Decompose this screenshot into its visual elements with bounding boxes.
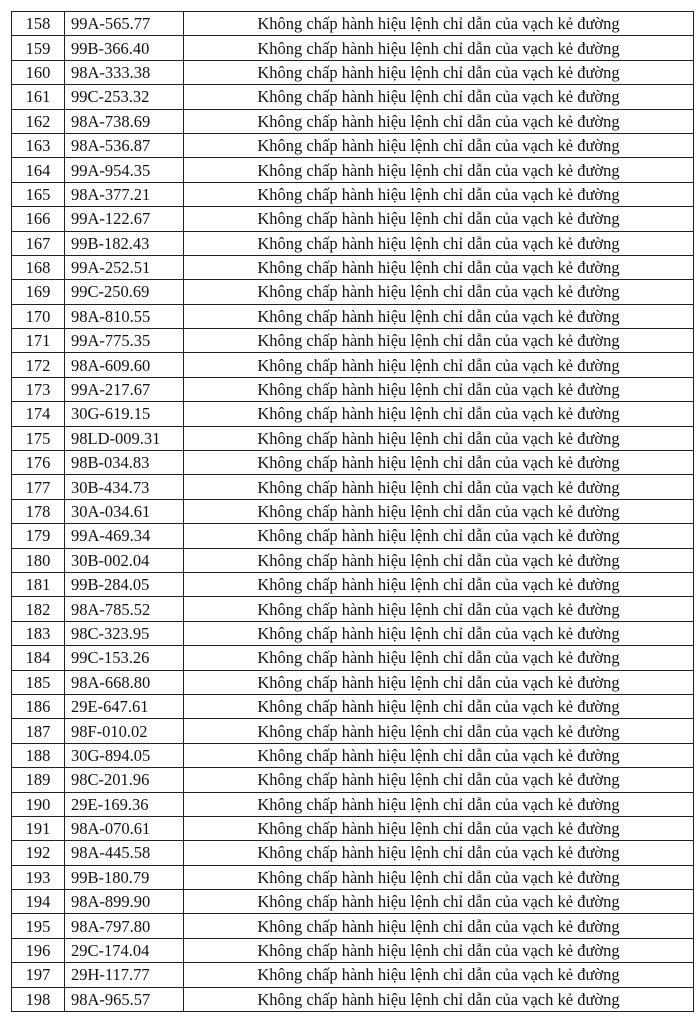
table-row (12, 743, 694, 767)
violation-description-cell: Không chấp hành hiệu lệnh chỉ dẫn của vạch kẻ đường (184, 743, 694, 767)
table-row (12, 255, 694, 279)
violation-description-cell: Không chấp hành hiệu lệnh chỉ dẫn của vạch kẻ đường (184, 890, 694, 914)
license-plate-cell: 98A-965.57 (65, 987, 184, 1011)
table-row (12, 621, 694, 645)
license-plate-cell: 29E-169.36 (65, 792, 184, 816)
violation-description-cell: Không chấp hành hiệu lệnh chỉ dẫn của vạch kẻ đường (184, 158, 694, 182)
license-plate-cell: 98A-785.52 (65, 597, 184, 621)
row-number-cell: 165 (12, 182, 65, 206)
row-number-cell: 193 (12, 865, 65, 889)
violation-description-cell: Không chấp hành hiệu lệnh chỉ dẫn của vạch kẻ đường (184, 36, 694, 60)
table-row (12, 938, 694, 962)
license-plate-cell: 30B-002.04 (65, 548, 184, 572)
table-row (12, 963, 694, 987)
violation-description-cell: Không chấp hành hiệu lệnh chỉ dẫn của vạch kẻ đường (184, 914, 694, 938)
row-number-cell: 162 (12, 109, 65, 133)
license-plate-cell: 99A-122.67 (65, 207, 184, 231)
row-number-cell: 178 (12, 499, 65, 523)
violation-description-cell: Không chấp hành hiệu lệnh chỉ dẫn của vạch kẻ đường (184, 792, 694, 816)
row-number-cell: 158 (12, 12, 65, 36)
license-plate-cell: 98A-810.55 (65, 304, 184, 328)
violation-description-cell: Không chấp hành hiệu lệnh chỉ dẫn của vạch kẻ đường (184, 670, 694, 694)
row-number-cell: 179 (12, 524, 65, 548)
table-row (12, 841, 694, 865)
violation-description-cell: Không chấp hành hiệu lệnh chỉ dẫn của vạch kẻ đường (184, 12, 694, 36)
violation-description-cell: Không chấp hành hiệu lệnh chỉ dẫn của vạch kẻ đường (184, 865, 694, 889)
row-number-cell: 168 (12, 255, 65, 279)
license-plate-cell: 99A-252.51 (65, 255, 184, 279)
license-plate-cell: 99C-250.69 (65, 280, 184, 304)
license-plate-cell: 99C-253.32 (65, 85, 184, 109)
license-plate-cell: 99B-366.40 (65, 36, 184, 60)
violation-description-cell: Không chấp hành hiệu lệnh chỉ dẫn của vạch kẻ đường (184, 329, 694, 353)
license-plate-cell: 98LD-009.31 (65, 426, 184, 450)
violation-description-cell: Không chấp hành hiệu lệnh chỉ dẫn của vạch kẻ đường (184, 719, 694, 743)
table-row (12, 768, 694, 792)
violations-table-body (12, 12, 694, 1012)
row-number-cell: 192 (12, 841, 65, 865)
row-number-cell: 164 (12, 158, 65, 182)
row-number-cell: 172 (12, 353, 65, 377)
license-plate-cell: 99A-217.67 (65, 377, 184, 401)
violation-description-cell: Không chấp hành hiệu lệnh chỉ dẫn của vạch kẻ đường (184, 280, 694, 304)
row-number-cell: 167 (12, 231, 65, 255)
violation-description-cell: Không chấp hành hiệu lệnh chỉ dẫn của vạch kẻ đường (184, 377, 694, 401)
row-number-cell: 176 (12, 451, 65, 475)
row-number-cell: 186 (12, 694, 65, 718)
table-row (12, 914, 694, 938)
license-plate-cell: 30G-619.15 (65, 402, 184, 426)
row-number-cell: 175 (12, 426, 65, 450)
license-plate-cell: 99B-284.05 (65, 572, 184, 596)
license-plate-cell: 99C-153.26 (65, 646, 184, 670)
table-row (12, 816, 694, 840)
license-plate-cell: 99A-775.35 (65, 329, 184, 353)
license-plate-cell: 99B-180.79 (65, 865, 184, 889)
row-number-cell: 197 (12, 963, 65, 987)
violation-description-cell: Không chấp hành hiệu lệnh chỉ dẫn của vạch kẻ đường (184, 646, 694, 670)
violation-description-cell: Không chấp hành hiệu lệnh chỉ dẫn của vạch kẻ đường (184, 402, 694, 426)
violation-description-cell: Không chấp hành hiệu lệnh chỉ dẫn của vạch kẻ đường (184, 548, 694, 572)
violation-description-cell: Không chấp hành hiệu lệnh chỉ dẫn của vạch kẻ đường (184, 816, 694, 840)
license-plate-cell: 98A-899.90 (65, 890, 184, 914)
table-row (12, 377, 694, 401)
violation-description-cell: Không chấp hành hiệu lệnh chỉ dẫn của vạch kẻ đường (184, 524, 694, 548)
row-number-cell: 185 (12, 670, 65, 694)
table-row (12, 182, 694, 206)
row-number-cell: 160 (12, 60, 65, 84)
license-plate-cell: 30A-034.61 (65, 499, 184, 523)
row-number-cell: 173 (12, 377, 65, 401)
license-plate-cell: 98A-070.61 (65, 816, 184, 840)
row-number-cell: 189 (12, 768, 65, 792)
license-plate-cell: 98B-034.83 (65, 451, 184, 475)
license-plate-cell: 98F-010.02 (65, 719, 184, 743)
row-number-cell: 180 (12, 548, 65, 572)
table-row (12, 499, 694, 523)
row-number-cell: 195 (12, 914, 65, 938)
violation-description-cell: Không chấp hành hiệu lệnh chỉ dẫn của vạch kẻ đường (184, 694, 694, 718)
row-number-cell: 166 (12, 207, 65, 231)
license-plate-cell: 98A-377.21 (65, 182, 184, 206)
table-row (12, 572, 694, 596)
table-row (12, 792, 694, 816)
table-row (12, 207, 694, 231)
document-sheet (11, 11, 694, 1012)
row-number-cell: 198 (12, 987, 65, 1011)
license-plate-cell: 99B-182.43 (65, 231, 184, 255)
violation-description-cell: Không chấp hành hiệu lệnh chỉ dẫn của vạch kẻ đường (184, 597, 694, 621)
table-row (12, 133, 694, 157)
license-plate-cell: 98A-445.58 (65, 841, 184, 865)
violation-description-cell: Không chấp hành hiệu lệnh chỉ dẫn của vạch kẻ đường (184, 572, 694, 596)
row-number-cell: 194 (12, 890, 65, 914)
license-plate-cell: 30B-434.73 (65, 475, 184, 499)
license-plate-cell: 98C-201.96 (65, 768, 184, 792)
violation-description-cell: Không chấp hành hiệu lệnh chỉ dẫn của vạch kẻ đường (184, 451, 694, 475)
row-number-cell: 177 (12, 475, 65, 499)
table-row (12, 694, 694, 718)
row-number-cell: 161 (12, 85, 65, 109)
row-number-cell: 181 (12, 572, 65, 596)
row-number-cell: 171 (12, 329, 65, 353)
table-row (12, 646, 694, 670)
violation-description-cell: Không chấp hành hiệu lệnh chỉ dẫn của vạch kẻ đường (184, 304, 694, 328)
table-row (12, 109, 694, 133)
table-row (12, 670, 694, 694)
violation-description-cell: Không chấp hành hiệu lệnh chỉ dẫn của vạch kẻ đường (184, 426, 694, 450)
violation-description-cell: Không chấp hành hiệu lệnh chỉ dẫn của vạch kẻ đường (184, 475, 694, 499)
violation-description-cell: Không chấp hành hiệu lệnh chỉ dẫn của vạch kẻ đường (184, 255, 694, 279)
violation-description-cell: Không chấp hành hiệu lệnh chỉ dẫn của vạch kẻ đường (184, 987, 694, 1011)
table-row (12, 85, 694, 109)
violation-description-cell: Không chấp hành hiệu lệnh chỉ dẫn của vạch kẻ đường (184, 182, 694, 206)
violation-description-cell: Không chấp hành hiệu lệnh chỉ dẫn của vạch kẻ đường (184, 109, 694, 133)
license-plate-cell: 98A-536.87 (65, 133, 184, 157)
table-row (12, 158, 694, 182)
violation-description-cell: Không chấp hành hiệu lệnh chỉ dẫn của vạch kẻ đường (184, 768, 694, 792)
license-plate-cell: 98A-333.38 (65, 60, 184, 84)
table-row (12, 475, 694, 499)
violation-description-cell: Không chấp hành hiệu lệnh chỉ dẫn của vạch kẻ đường (184, 207, 694, 231)
violation-description-cell: Không chấp hành hiệu lệnh chỉ dẫn của vạch kẻ đường (184, 499, 694, 523)
table-row (12, 402, 694, 426)
table-row (12, 987, 694, 1011)
row-number-cell: 183 (12, 621, 65, 645)
table-row (12, 524, 694, 548)
violation-description-cell: Không chấp hành hiệu lệnh chỉ dẫn của vạch kẻ đường (184, 85, 694, 109)
license-plate-cell: 98C-323.95 (65, 621, 184, 645)
row-number-cell: 188 (12, 743, 65, 767)
license-plate-cell: 29H-117.77 (65, 963, 184, 987)
license-plate-cell: 98A-797.80 (65, 914, 184, 938)
table-row (12, 231, 694, 255)
row-number-cell: 170 (12, 304, 65, 328)
violation-description-cell: Không chấp hành hiệu lệnh chỉ dẫn của vạch kẻ đường (184, 841, 694, 865)
row-number-cell: 191 (12, 816, 65, 840)
table-row (12, 719, 694, 743)
license-plate-cell: 98A-738.69 (65, 109, 184, 133)
table-row (12, 890, 694, 914)
table-row (12, 329, 694, 353)
row-number-cell: 187 (12, 719, 65, 743)
license-plate-cell: 98A-609.60 (65, 353, 184, 377)
violation-description-cell: Không chấp hành hiệu lệnh chỉ dẫn của vạch kẻ đường (184, 60, 694, 84)
license-plate-cell: 29C-174.04 (65, 938, 184, 962)
violation-description-cell: Không chấp hành hiệu lệnh chỉ dẫn của vạch kẻ đường (184, 231, 694, 255)
license-plate-cell: 99A-954.35 (65, 158, 184, 182)
table-row (12, 60, 694, 84)
row-number-cell: 163 (12, 133, 65, 157)
license-plate-cell: 29E-647.61 (65, 694, 184, 718)
table-row (12, 597, 694, 621)
row-number-cell: 174 (12, 402, 65, 426)
row-number-cell: 184 (12, 646, 65, 670)
license-plate-cell: 99A-469.34 (65, 524, 184, 548)
violation-description-cell: Không chấp hành hiệu lệnh chỉ dẫn của vạch kẻ đường (184, 963, 694, 987)
violation-description-cell: Không chấp hành hiệu lệnh chỉ dẫn của vạch kẻ đường (184, 621, 694, 645)
table-row (12, 426, 694, 450)
table-row (12, 353, 694, 377)
table-row (12, 304, 694, 328)
row-number-cell: 159 (12, 36, 65, 60)
license-plate-cell: 30G-894.05 (65, 743, 184, 767)
table-row (12, 280, 694, 304)
license-plate-cell: 99A-565.77 (65, 12, 184, 36)
table-row (12, 12, 694, 36)
violation-description-cell: Không chấp hành hiệu lệnh chỉ dẫn của vạch kẻ đường (184, 133, 694, 157)
violations-table (11, 11, 694, 1012)
row-number-cell: 190 (12, 792, 65, 816)
row-number-cell: 196 (12, 938, 65, 962)
row-number-cell: 182 (12, 597, 65, 621)
table-row (12, 36, 694, 60)
table-row (12, 451, 694, 475)
violation-description-cell: Không chấp hành hiệu lệnh chỉ dẫn của vạch kẻ đường (184, 353, 694, 377)
table-row (12, 548, 694, 572)
table-row (12, 865, 694, 889)
violation-description-cell: Không chấp hành hiệu lệnh chỉ dẫn của vạch kẻ đường (184, 938, 694, 962)
license-plate-cell: 98A-668.80 (65, 670, 184, 694)
row-number-cell: 169 (12, 280, 65, 304)
